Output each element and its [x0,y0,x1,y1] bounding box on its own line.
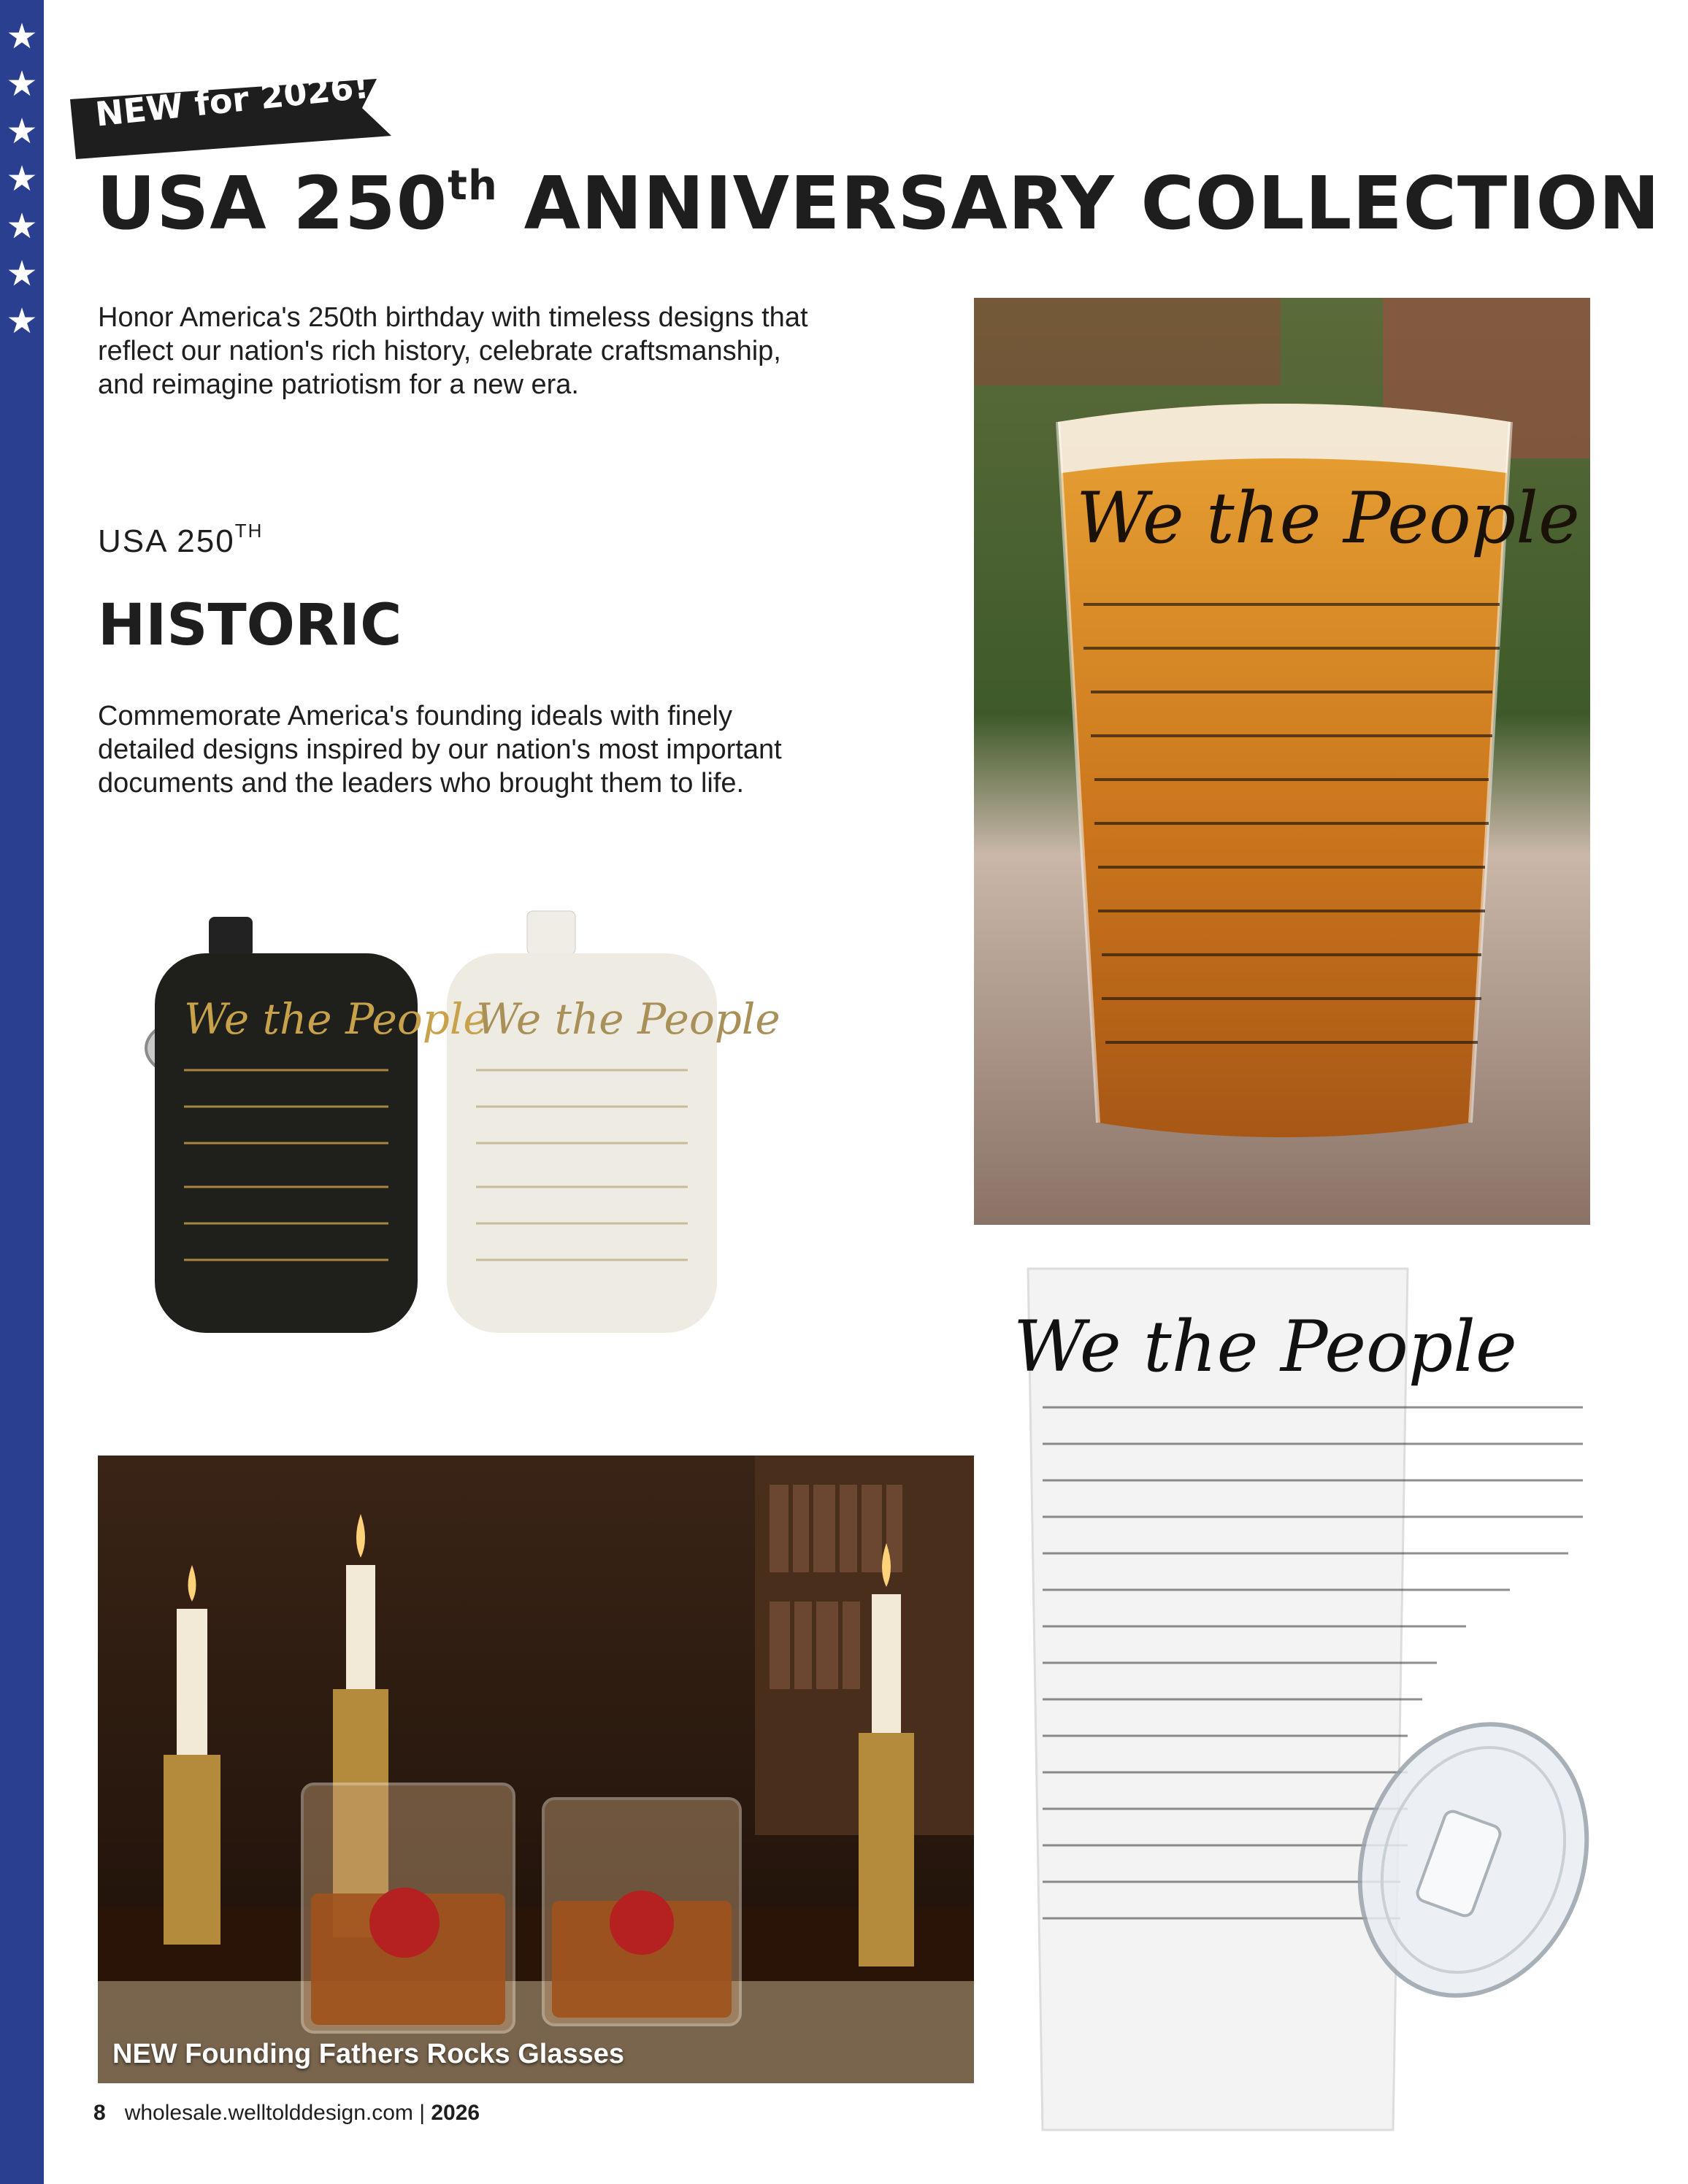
section-kicker-text: USA 250 [98,523,235,559]
star-icon: ★ [6,206,38,247]
flasks-photo [133,895,914,1369]
title-superscript: th [448,162,498,209]
tumbler-engraving: We the People [1013,1306,1517,1388]
pint-engraving: We the People [1076,477,1580,559]
title-prefix: USA 250 [96,161,448,246]
black-flask-engraving: We the People [184,994,488,1044]
footer-site-link[interactable]: wholesale.welltolddesign.com [124,2101,413,2125]
pint-glass-photo [974,298,1590,1225]
section-kicker [98,520,263,560]
star-icon: ★ [6,111,38,152]
section-title: HISTORIC [98,593,402,658]
page-footer [93,2101,480,2126]
title-suffix: ANNIVERSARY COLLECTION [497,161,1661,246]
rocks-glasses-caption: NEW Founding Fathers Rocks Glasses [112,2039,625,2069]
star-icon: ★ [6,301,38,342]
star-icon: ★ [6,16,38,57]
rocks-glasses-photo [98,1456,974,2083]
section-kicker-superscript: TH [234,520,264,542]
intro-paragraph: Honor America's 250th birthday with timeless designs that reflect our nation's rich history, celebrate craftsmanship, and reimagine patriotism for a new era. [98,302,808,400]
tumbler-photo [999,1261,1597,2137]
star-border [0,0,44,2184]
star-column [0,13,44,345]
footer-separator: | [413,2101,431,2125]
star-icon: ★ [6,253,38,294]
star-icon: ★ [6,158,38,199]
page-title [96,161,1660,246]
white-flask-engraving: We the People [476,994,780,1044]
star-icon: ★ [6,64,38,104]
new-ribbon-label: NEW for 2026! [93,66,371,134]
footer-year: 2026 [431,2101,480,2125]
section-description: Commemorate America's founding ideals with finely detailed designs inspired by our nation's most important documents and the leaders who brought them to life. [98,701,782,799]
page-number: 8 [93,2101,106,2125]
